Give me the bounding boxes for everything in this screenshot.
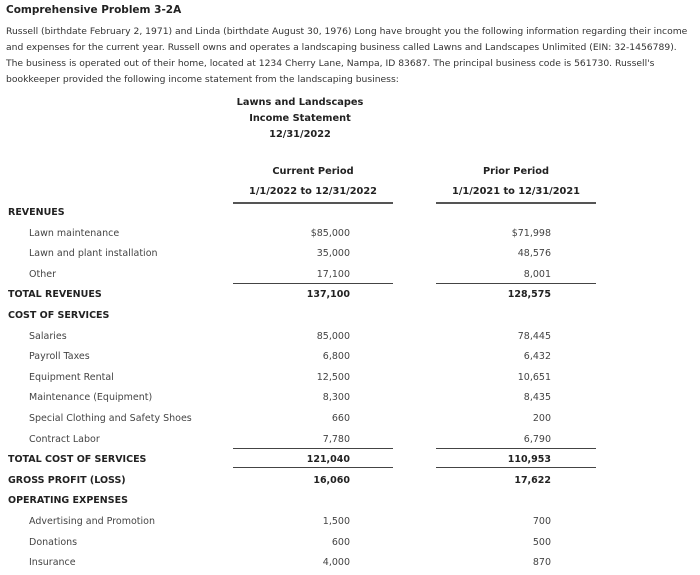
current-period-value: 1,500 bbox=[322, 516, 350, 527]
prior-period-value: $71,998 bbox=[511, 228, 551, 239]
prior-period-value: 700 bbox=[532, 516, 551, 527]
current-period-value: 35,000 bbox=[316, 248, 350, 259]
cost-total-rule-prior bbox=[436, 448, 596, 449]
current-period-range: 1/1/2022 to 12/31/2022 bbox=[249, 186, 377, 197]
table-row bbox=[0, 205, 700, 225]
revenue-total-rule-current bbox=[233, 283, 393, 284]
row-label: OPERATING EXPENSES bbox=[8, 495, 128, 506]
current-period-value: 16,060 bbox=[313, 475, 350, 486]
table-row bbox=[0, 390, 700, 410]
prior-period-value: 10,651 bbox=[517, 372, 551, 383]
table-row bbox=[0, 514, 700, 534]
prior-period-value: 8,435 bbox=[523, 392, 551, 403]
cost-total-underline-current bbox=[233, 467, 393, 468]
prior-period-value: 78,445 bbox=[517, 331, 551, 342]
prior-period-value: 8,001 bbox=[523, 269, 551, 280]
row-label: REVENUES bbox=[8, 207, 65, 218]
row-label: Contract Labor bbox=[29, 434, 100, 445]
prior-period-value: 6,432 bbox=[523, 351, 551, 362]
row-label: Donations bbox=[29, 537, 78, 548]
current-period-value: 121,040 bbox=[306, 454, 350, 465]
current-period-value: 137,100 bbox=[306, 289, 350, 300]
revenue-total-rule-prior bbox=[436, 283, 596, 284]
current-period-value: 12,500 bbox=[316, 372, 350, 383]
row-label: COST OF SERVICES bbox=[8, 310, 110, 321]
table-row bbox=[0, 267, 700, 287]
cost-total-rule-current bbox=[233, 448, 393, 449]
table-row bbox=[0, 535, 700, 555]
row-label: Payroll Taxes bbox=[29, 351, 90, 362]
prior-period-value: 17,622 bbox=[514, 475, 551, 486]
prior-period-value: 110,953 bbox=[507, 454, 551, 465]
row-label: Lawn and plant installation bbox=[29, 248, 158, 259]
table-row bbox=[0, 349, 700, 369]
prior-period-value: 870 bbox=[532, 557, 551, 568]
prior-period-value: 6,790 bbox=[523, 434, 551, 445]
row-label: Equipment Rental bbox=[29, 372, 114, 383]
table-row bbox=[0, 555, 700, 575]
current-period-value: $85,000 bbox=[310, 228, 350, 239]
row-label: Other bbox=[29, 269, 56, 280]
prior-header-rule bbox=[436, 202, 596, 204]
prior-period-range: 1/1/2021 to 12/31/2021 bbox=[452, 186, 580, 197]
current-period-value: 17,100 bbox=[316, 269, 350, 280]
row-label: Lawn maintenance bbox=[29, 228, 120, 239]
table-row bbox=[0, 308, 700, 328]
current-period-value: 6,800 bbox=[322, 351, 350, 362]
table-row bbox=[0, 287, 700, 307]
prior-period-value: 48,576 bbox=[517, 248, 551, 259]
table-row bbox=[0, 370, 700, 390]
row-label: TOTAL REVENUES bbox=[8, 289, 102, 300]
prior-period-value: 500 bbox=[532, 537, 551, 548]
row-label: Advertising and Promotion bbox=[29, 516, 155, 527]
row-label: TOTAL COST OF SERVICES bbox=[8, 454, 147, 465]
current-period-value: 85,000 bbox=[316, 331, 350, 342]
row-label: GROSS PROFIT (LOSS) bbox=[8, 475, 126, 486]
table-row bbox=[0, 452, 700, 472]
prior-period-value: 128,575 bbox=[507, 289, 551, 300]
prior-period-label: Prior Period bbox=[482, 166, 550, 177]
row-label: Maintenance (Equipment) bbox=[29, 392, 153, 403]
statement-date: 12/31/2022 bbox=[269, 129, 331, 140]
table-row bbox=[0, 473, 700, 493]
table-row bbox=[0, 493, 700, 513]
prior-period-value: 200 bbox=[532, 413, 551, 424]
table-row bbox=[0, 411, 700, 431]
current-period-value: 8,300 bbox=[322, 392, 350, 403]
current-period-value: 4,000 bbox=[322, 557, 350, 568]
intro-paragraph: Russell (birthdate February 2, 1971) and Linda (birthdate August 30, 1976) Long have brought you the following information regarding their income and expenses for the current year. Russell owns and operates a landscaping business called Lawns and Landscapes Unlimited (EIN: 32-1456789). The business is operated out of their home, located at 1234 Cherry Lane, Nampa, ID 83687. The principal business code is 561730. Russell's bookkeeper provided the following income statement from the landscaping business: bbox=[6, 26, 688, 85]
current-period-label: Current Period bbox=[272, 166, 354, 177]
row-label: Salaries bbox=[29, 331, 67, 342]
table-row bbox=[0, 329, 700, 349]
table-row bbox=[0, 226, 700, 246]
company-name: Lawns and Landscapes bbox=[236, 97, 364, 108]
statement-name: Income Statement bbox=[249, 113, 351, 124]
current-period-value: 600 bbox=[331, 537, 350, 548]
row-label: Special Clothing and Safety Shoes bbox=[29, 413, 192, 424]
row-label: Insurance bbox=[29, 557, 76, 568]
current-period-value: 660 bbox=[331, 413, 350, 424]
cost-total-underline-prior bbox=[436, 467, 596, 468]
current-period-value: 7,780 bbox=[322, 434, 350, 445]
current-header-rule bbox=[233, 202, 393, 204]
table-row bbox=[0, 246, 700, 266]
problem-title: Comprehensive Problem 3-2A bbox=[6, 4, 182, 16]
table-row bbox=[0, 432, 700, 452]
